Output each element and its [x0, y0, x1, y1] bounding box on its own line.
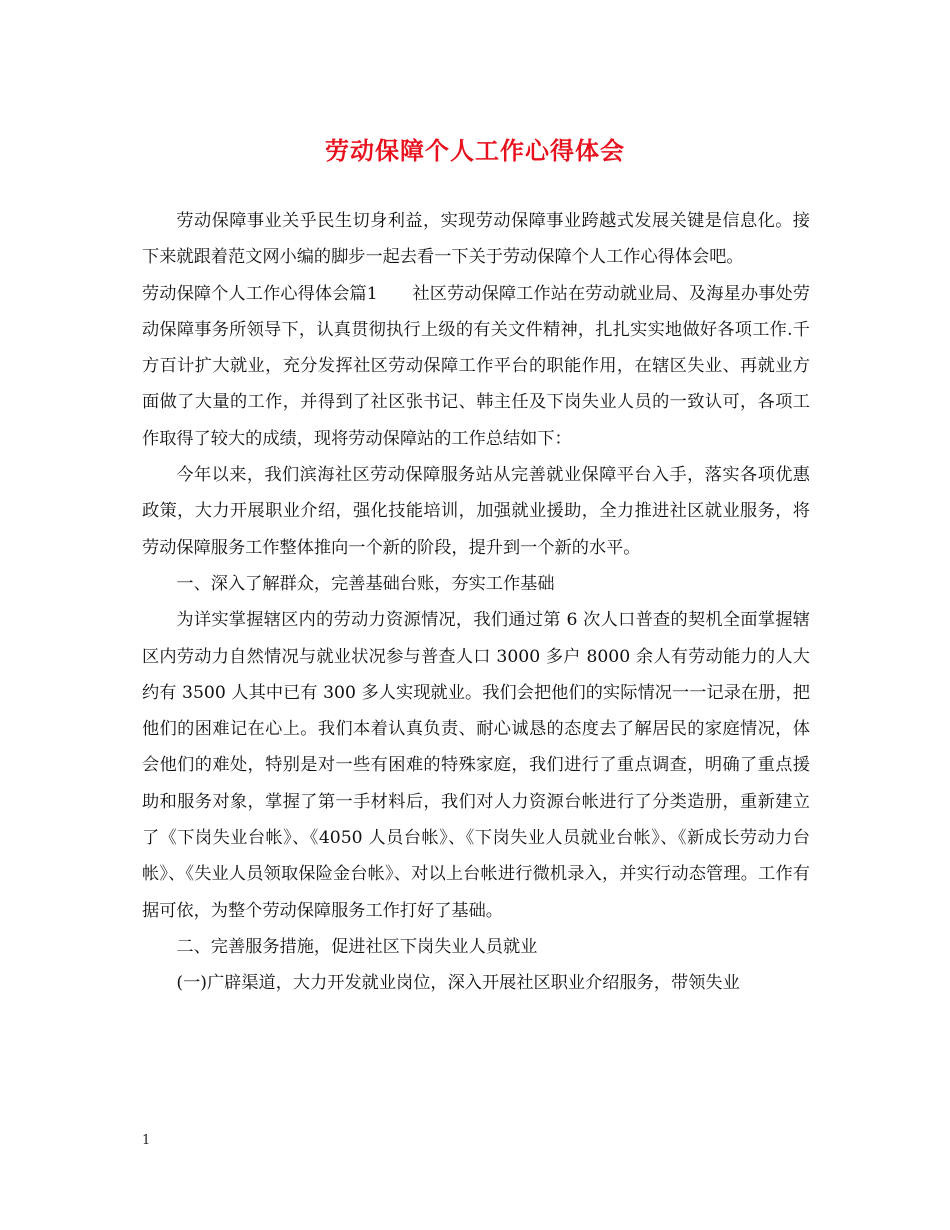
subsection-paragraph: (一)广辟渠道，大力开发就业岗位，深入开展社区职业介绍服务，带领失业 — [176, 973, 740, 994]
section-heading-2: 二、完善服务措施，促进社区下岗失业人员就业 — [176, 936, 538, 957]
intro-paragraph: 劳动保障事业关乎民生切身利益，实现劳动保障事业跨越式发展关键是信息化。接下来就跟着范文网小编的脚步一起去看一下关于劳动保障个人工作心得体会吧。 — [142, 211, 810, 268]
section-heading-1: 一、深入了解群众，完善基础台账，夯实工作基础 — [176, 573, 555, 594]
document-body — [142, 203, 810, 1002]
section-1-paragraph: 为详实掌握辖区内的劳动力资源情况，我们通过第 6 次人口普查的契机全面掌握辖区内劳动力自然情况与就业状况参与普查人口 3000 多户 8000 余人有劳动能力的人大约有 3500 人其中已有 300 多人实现就业。我们会把他们的实际情况一一记录在册，把他们的困难记在心上。我们本着认真负责、耐心诚恳的态度去了解居民的家庭情况，体会他们的难处，特别是对一些有困难的特殊家庭，我们进行了重点调查，明确了重点援助和服务对象，掌握了第一手材料后，我们对人力资源台帐进行了分类造册，重新建立了《下岗失业台帐》、《4050 人员台帐》、《下岗失业人员就业台帐》、《新成长劳动力台帐》、《失业人员领取保险金台帐》、对以上台帐进行微机录入，并实行动态管理。工作有据可依，为整个劳动保障服务工作打好了基础。 — [142, 610, 810, 921]
article-heading-paragraph: 劳动保障个人工作心得体会篇1 社区劳动保障工作站在劳动就业局、及海星办事处劳动保障事务所领导下，认真贯彻执行上级的有关文件精神，扎扎实实地做好各项工作.千方百计扩大就业，充分发挥社区劳动保障工作平台的职能作用，在辖区失业、再就业方面做了大量的工作，并得到了社区张书记、韩主任及下岗失业人员的一致认可，各项工作取得了较大的成绩，现将劳动保障站的工作总结如下： — [142, 283, 810, 449]
summary-paragraph: 今年以来，我们滨海社区劳动保障服务站从完善就业保障平台入手，落实各项优惠政策，大力开展职业介绍，强化技能培训，加强就业援助，全力推进社区就业服务，将劳动保障服务工作整体推向一个新的阶段，提升到一个新的水平。 — [142, 465, 810, 558]
page-number: 1 — [142, 1133, 151, 1148]
document-title: 劳动保障个人工作心得体会 — [325, 136, 625, 165]
